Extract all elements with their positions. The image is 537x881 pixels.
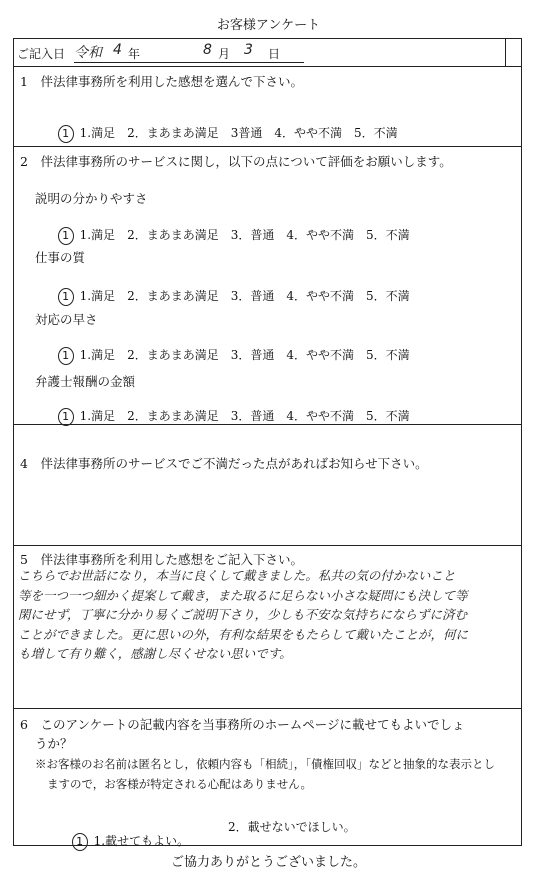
- q5-answer-line: ことができました。更に思いの外，有利な結果をもたらして戴いたことが，何に: [18, 626, 469, 642]
- date-year[interactable]: 4: [113, 42, 122, 58]
- divider-q5: [13, 708, 522, 709]
- date-month-unit: 月: [218, 47, 231, 61]
- q6-option-allow-text: 1.載せてもよい。: [93, 834, 190, 848]
- q2-clarity-options-text: 1.満足 2．まあまあ満足 3．普通 4．やや不満 5．不満: [79, 228, 410, 242]
- date-label: ご記入日: [17, 47, 66, 61]
- date-era[interactable]: 令和: [74, 45, 102, 61]
- q2-fee-selected-circle: 1: [58, 408, 74, 426]
- q5-text: 5 伴法律事務所を利用した感想をご記入下さい。: [20, 552, 303, 567]
- q2-speed-options-text: 1.満足 2．まあまあ満足 3．普通 4．やや不満 5．不満: [79, 348, 410, 362]
- date-divider: [505, 38, 506, 66]
- q2-item-options-fee[interactable]: [50, 393, 410, 426]
- divider-q1: [13, 146, 522, 147]
- q6-note-line2: ますので，お客様が特定される心配はありません。: [47, 777, 312, 791]
- q2-speed-selected-circle: 1: [58, 347, 74, 365]
- q2-item-options-quality[interactable]: [50, 273, 410, 306]
- date-year-unit: 年: [128, 47, 141, 61]
- q5-answer-line: こちらでお世話になり，本当に良くして戴きました。私共の気の付かないこと: [18, 568, 456, 583]
- q2-item-label-fee: 弁護士報酬の金額: [35, 374, 136, 389]
- q4-text: 4 伴法律事務所のサービスでご不満だった点があればお知らせ下さい。: [20, 456, 428, 471]
- date-day-unit: 日: [268, 47, 281, 61]
- q6-note-line1: ※お客様のお名前は匿名とし，依頼内容も「相続」，「債権回収」などと抽象的な表示とし: [35, 757, 495, 771]
- page-title: お客様アンケート: [216, 18, 321, 33]
- q2-item-label-clarity: 説明の分かりやすさ: [35, 191, 148, 206]
- date-underline: [74, 62, 304, 63]
- q2-item-options-clarity[interactable]: [50, 212, 410, 245]
- divider-q4: [13, 545, 522, 546]
- q5-answer-line: 閑にせず，丁寧に分かり易くご説明下さり，少しも不安な気持ちにならずに済む: [18, 607, 468, 622]
- q6-selected-circle: 1: [72, 833, 88, 851]
- q2-quality-selected-circle: 1: [58, 288, 74, 306]
- q5-answer-line: も増して有り難く，感謝し尽くせない思いです。: [18, 646, 292, 661]
- q2-item-label-speed: 対応の早さ: [35, 312, 98, 327]
- date-month[interactable]: 8: [203, 42, 212, 58]
- q1-options-text: 1.満足 2．まあまあ満足 3普通 4．やや不満 5．不満: [79, 126, 398, 140]
- q1-options[interactable]: [50, 110, 398, 143]
- q2-fee-options-text: 1.満足 2．まあまあ満足 3．普通 4．やや不満 5．不満: [79, 409, 410, 423]
- q6-text-line2: うか？: [35, 736, 73, 751]
- divider-q2: [13, 424, 522, 425]
- q6-option-deny[interactable]: 2．載せないでほしい。: [228, 820, 356, 834]
- q2-text: 2 伴法律事務所のサービスに関し，以下の点について評価をお願いします。: [20, 154, 452, 169]
- q5-answer[interactable]: [18, 566, 518, 664]
- q2-item-options-speed[interactable]: [50, 332, 410, 365]
- q2-clarity-selected-circle: 1: [58, 227, 74, 245]
- divider-date: [13, 66, 522, 67]
- footer-thanks: ご協力ありがとうございました。: [170, 855, 366, 870]
- date-day[interactable]: 3: [244, 42, 253, 58]
- q1-text: 1 伴法律事務所を利用した感想を選んで下さい。: [20, 74, 303, 89]
- q2-quality-options-text: 1.満足 2．まあまあ満足 3．普通 4．やや不満 5．不満: [79, 289, 410, 303]
- q1-selected-circle: 1: [58, 125, 74, 143]
- q2-item-label-quality: 仕事の質: [35, 250, 86, 265]
- q6-option-allow[interactable]: [64, 818, 189, 851]
- q6-text-line1: 6 このアンケートの記載内容を当事務所のホームページに載せてもよいでしょ: [20, 717, 465, 732]
- q5-answer-line: 等を一つ一つ細かく提案して戴き，また取るに足らない小さな疑問にも決して等: [18, 587, 468, 603]
